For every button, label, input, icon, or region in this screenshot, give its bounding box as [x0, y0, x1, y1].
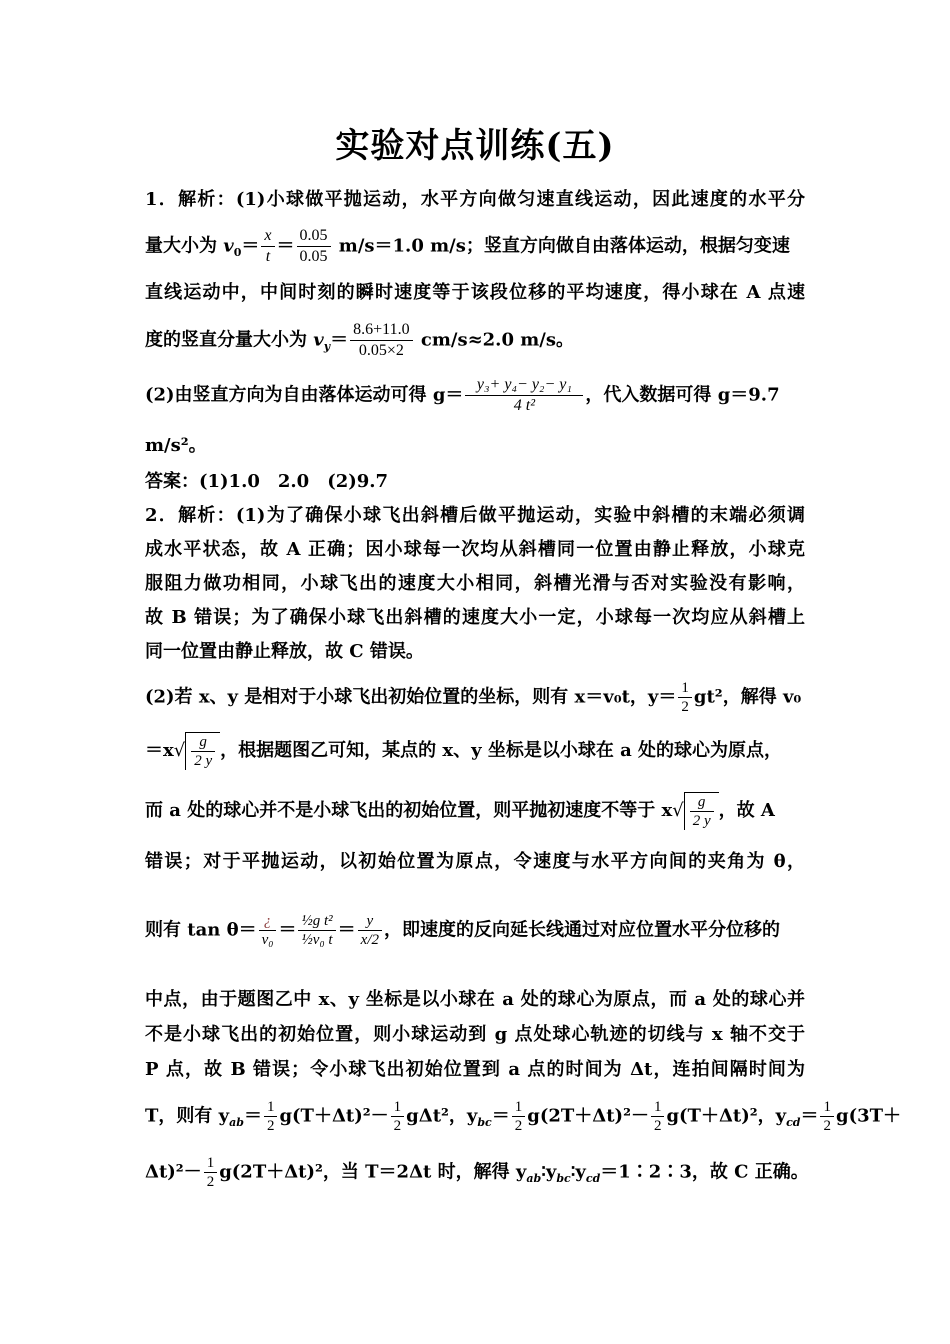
fraction-half-1: $\frac{1}{2}$	[264, 1098, 278, 1135]
q2-line-6: (2)若 x、y 是相对于小球飞出初始位置的坐标，则有 x＝v₀t，y＝ $\frac{1}{2}$ gt²，解得 v₀	[145, 680, 802, 715]
q2-line-5: 同一位置由静止释放，故 C 错误。	[145, 641, 424, 662]
q2-line-13: P 点，故 B 错误；令小球飞出初始位置到 a 点的时间为 Δt，连拍间隔时间为	[145, 1059, 805, 1080]
fraction-g: $\frac{\text{y₃+ y₄− y₂− y₁}}{\text{4 t²}}$	[465, 375, 583, 416]
q1-line-1: 1．解析：(1)小球做平抛运动，水平方向做匀速直线运动，因此速度的水平分	[145, 189, 805, 210]
fraction-half-5: $\frac{1}{2}$	[820, 1098, 834, 1135]
fraction-half-4: $\frac{1}{2}$	[651, 1098, 665, 1135]
sqrt-g-over-2y: √ $\frac{g}{2 y}$	[174, 732, 220, 770]
q1-answer: 答案：(1)1.0 2.0 (2)9.7	[145, 471, 389, 492]
fraction-half-3: $\frac{1}{2}$	[512, 1098, 526, 1135]
fraction-x-over-t: $\frac{x}{t}$	[261, 226, 274, 267]
fraction-half-2: $\frac{1}{2}$	[391, 1098, 405, 1135]
q2-line-10: 则有 tan θ＝ $\frac{¿}{\text{v₀}}$ ＝ $\frac{\text{½g t²}}{\text{½v₀ t}}$ ＝ $\frac{y}{x/2}$ ，即速度的反向延长线通过对应位置水平分位移的	[145, 913, 780, 948]
fraction-tan-2: $\frac{\text{½g t²}}{\text{½v₀ t}}$	[298, 912, 335, 949]
q1-line-5: (2)由竖直方向为自由落体运动可得 g＝ $\frac{\text{y₃+ y₄− y₂− y₁}}{\text{4 t²}}$ ，代入数据可得 g＝9.7	[145, 376, 780, 414]
fraction-tan-3: $\frac{y}{x/2}$	[358, 912, 382, 949]
fraction-005-over-005: $\frac{0.05}{0.05}$	[297, 226, 331, 267]
fraction-half: $\frac{1}{2}$	[678, 679, 692, 716]
q2-line-9: 错误；对于平抛运动，以初始位置为原点，令速度与水平方向间的夹角为 θ，	[145, 851, 805, 872]
q1-line-4: 度的竖直分量大小为 $v_y=$ $\frac{8.6+11.0}{0.05\times 2}$ cm/s≈2.0 m/s。	[145, 321, 574, 359]
fraction-half-6: $\frac{1}{2}$	[204, 1154, 218, 1191]
fraction-tan-1: $\frac{¿}{\text{v₀}}$	[259, 912, 277, 949]
q2-line-7: ＝x√ $\frac{g}{2 y}$ ，根据题图乙可知，某点的 x、y 坐标是以小球在 a 处的球心为原点，	[145, 734, 783, 769]
q2-line-15: Δt)²－ $\frac{1}{2}$ g(2T＋Δt)²，当 T＝2Δt 时，解得 $y_{ab}∶y_{bc}∶y_{cd}=1∶2∶3$，故 C 正确。	[145, 1155, 809, 1190]
q2-line-1: 2．解析：(1)为了确保小球飞出斜槽后做平抛运动，实验中斜槽的末端必须调	[145, 505, 805, 526]
q2-line-11: 中点，由于题图乙中 x、y 坐标是以小球在 a 处的球心为原点，而 a 处的球心并	[145, 989, 805, 1010]
q2-line-12: 不是小球飞出的初始位置，则小球运动到 g 点处球心轨迹的切线与 x 轴不交于	[145, 1024, 805, 1045]
q2-line-8: 而 a 处的球心并不是小球飞出的初始位置，则平抛初速度不等于 x√ $\frac{g}{2 y}$ ，故 A	[145, 794, 775, 829]
fraction-vy: $\frac{8.6+11.0}{0.05\times 2}$	[350, 320, 412, 361]
q2-line-14: T，则有 $y_{ab}=$ $\frac{1}{2}$ g(T＋Δt)²－ $\frac{1}{2}$ gΔt²，$y_{bc}=$ $\frac{1}{2}$ g(2T＋Δt)²－ $\frac{1}{2}$ g(T＋Δt)²，$y_{cd}=$ $\frac{1}{2}$ g(3T＋	[145, 1099, 902, 1134]
q2-line-4: 故 B 错误；为了确保小球飞出斜槽的速度大小一定，小球每一次均应从斜槽上	[145, 607, 805, 628]
page-title: 实验对点训练(五)	[335, 126, 615, 166]
q1-line-3: 直线运动中，中间时刻的瞬时速度等于该段位移的平均速度，得小球在 A 点速	[145, 282, 805, 303]
q1-line-6: m/s²。	[145, 435, 207, 456]
q2-line-2: 成水平状态，故 A 正确；因小球每一次均从斜槽同一位置由静止释放，小球克	[145, 539, 805, 560]
q2-line-3: 服阻力做功相同，小球飞出的速度大小相同，斜槽光滑与否对实验没有影响，	[145, 573, 805, 594]
sqrt-g-over-2y-second: √ $\frac{g}{2 y}$	[672, 792, 718, 830]
q1-line-2: 量大小为 $v_0=$ $\frac{x}{t}$ ＝ $\frac{0.05}{0.05}$ m/s＝1.0 m/s；竖直方向做自由落体运动，根据匀变速	[145, 227, 790, 265]
